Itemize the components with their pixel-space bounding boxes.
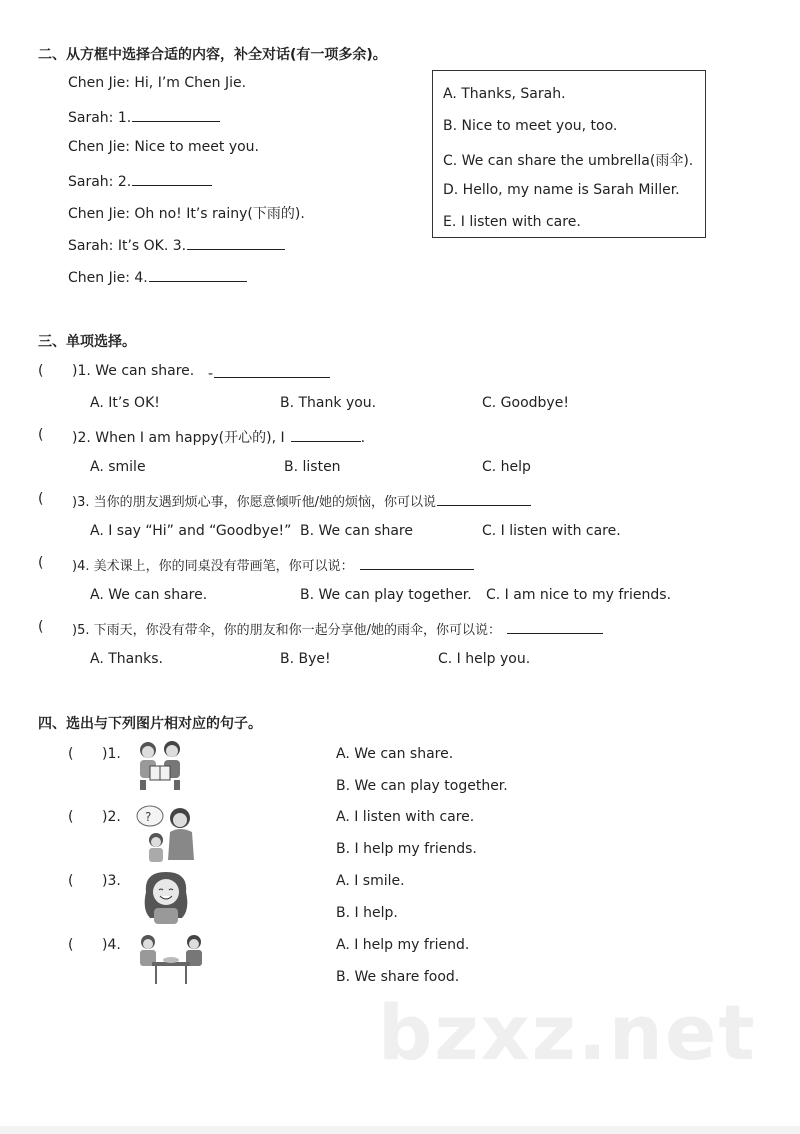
q2-stem: )2. When I am happy(开心的), I .	[72, 427, 365, 447]
q4-choice-a: A. We can share.	[90, 587, 208, 603]
q3-blank[interactable]	[437, 491, 531, 506]
q5-blank[interactable]	[507, 619, 603, 634]
girl-listening-to-child-picture	[132, 802, 202, 868]
answer-blank-3[interactable]	[187, 235, 285, 250]
q1-open-paren: (	[38, 363, 44, 379]
q2-blank[interactable]	[291, 427, 361, 442]
pic2-choice-b: B. I help my friends.	[336, 841, 477, 857]
dialogue-line-1: Chen Jie: Hi, I’m Chen Jie.	[68, 75, 247, 91]
svg-text:?: ?	[145, 810, 152, 824]
q1-choice-b: B. Thank you.	[280, 395, 377, 411]
two-children-reading-book-picture	[132, 738, 188, 792]
pic2-number: )2.	[102, 809, 121, 825]
answer-blank-4[interactable]	[149, 267, 247, 282]
pic3-choice-a: A. I smile.	[336, 873, 405, 889]
q5-open-paren: (	[38, 619, 44, 635]
option-a: A. Thanks, Sarah.	[443, 86, 566, 102]
pic1-choice-b: B. We can play together.	[336, 778, 508, 794]
pic4-open-paren: (	[68, 937, 74, 953]
pic4-choice-a: A. I help my friend.	[336, 937, 470, 953]
dialogue-line-3: Chen Jie: Nice to meet you.	[68, 139, 259, 155]
pic1-choice-a: A. We can share.	[336, 746, 454, 762]
dialogue-line-2: Sarah: 1.	[68, 107, 220, 126]
dialogue-line-7: Chen Jie: 4.	[68, 267, 247, 286]
q4-choice-b: B. We can play together.	[300, 587, 472, 603]
q4-blank[interactable]	[360, 555, 474, 570]
pic2-open-paren: (	[68, 809, 74, 825]
q1-response: -	[208, 363, 330, 382]
pic2-choice-a: A. I listen with care.	[336, 809, 475, 825]
pic1-open-paren: (	[68, 746, 74, 762]
q1-stem: )1. We can share.	[72, 363, 195, 379]
q3-choice-c: C. I listen with care.	[482, 523, 621, 539]
q4-stem: )4. 美术课上，你的同桌没有带画笔，你可以说：	[72, 555, 474, 574]
q4-open-paren: (	[38, 555, 44, 571]
q3-choice-b: B. We can share	[300, 523, 413, 539]
q4-choice-c: C. I am nice to my friends.	[486, 587, 672, 603]
q5-choice-c: C. I help you.	[438, 651, 531, 667]
option-d: D. Hello, my name is Sarah Miller.	[443, 182, 680, 198]
answer-blank-2[interactable]	[132, 171, 212, 186]
q2-choice-b: B. listen	[284, 459, 341, 475]
pic1-number: )1.	[102, 746, 121, 762]
page-bottom-edge	[0, 1126, 800, 1134]
dialogue-line-5: Chen Jie: Oh no! It’s rainy(下雨的).	[68, 206, 305, 222]
section-2-title: 二、从方框中选择合适的内容，补全对话(有一项多余)。	[38, 47, 387, 63]
pic3-number: )3.	[102, 873, 121, 889]
answer-blank-1[interactable]	[132, 107, 220, 122]
q2-choice-c: C. help	[482, 459, 531, 475]
smiling-girl-picture	[136, 866, 196, 926]
watermark: bzxz.net	[378, 988, 757, 1077]
dialogue-line-4: Sarah: 2.	[68, 171, 212, 190]
q5-stem: )5. 下雨天，你没有带伞，你的朋友和你一起分享他/她的雨伞，你可以说：	[72, 619, 603, 638]
q3-stem: )3. 当你的朋友遇到烦心事，你愿意倾听他/她的烦恼，你可以说	[72, 491, 531, 510]
q5-choice-b: B. Bye!	[280, 651, 331, 667]
pic3-open-paren: (	[68, 873, 74, 889]
option-c: C. We can share the umbrella(雨伞).	[443, 153, 694, 169]
option-e: E. I listen with care.	[443, 214, 581, 230]
section-3-title: 三、单项选择。	[38, 334, 136, 350]
q1-blank[interactable]	[214, 363, 330, 378]
q2-choice-a: A. smile	[90, 459, 146, 475]
q3-open-paren: (	[38, 491, 44, 507]
section-4-title: 四、选出与下列图片相对应的句子。	[38, 716, 262, 732]
dialogue-line-6: Sarah: It’s OK. 3.	[68, 235, 285, 254]
pic4-choice-b: B. We share food.	[336, 969, 460, 985]
q2-open-paren: (	[38, 427, 44, 443]
pic3-choice-b: B. I help.	[336, 905, 398, 921]
option-b: B. Nice to meet you, too.	[443, 118, 618, 134]
q1-choice-a: A. It’s OK!	[90, 395, 160, 411]
pic4-number: )4.	[102, 937, 121, 953]
q3-choice-a: A. I say “Hi” and “Goodbye!”	[90, 523, 292, 539]
children-sharing-food-at-table-picture	[134, 930, 208, 988]
q1-choice-c: C. Goodbye!	[482, 395, 569, 411]
q5-choice-a: A. Thanks.	[90, 651, 163, 667]
